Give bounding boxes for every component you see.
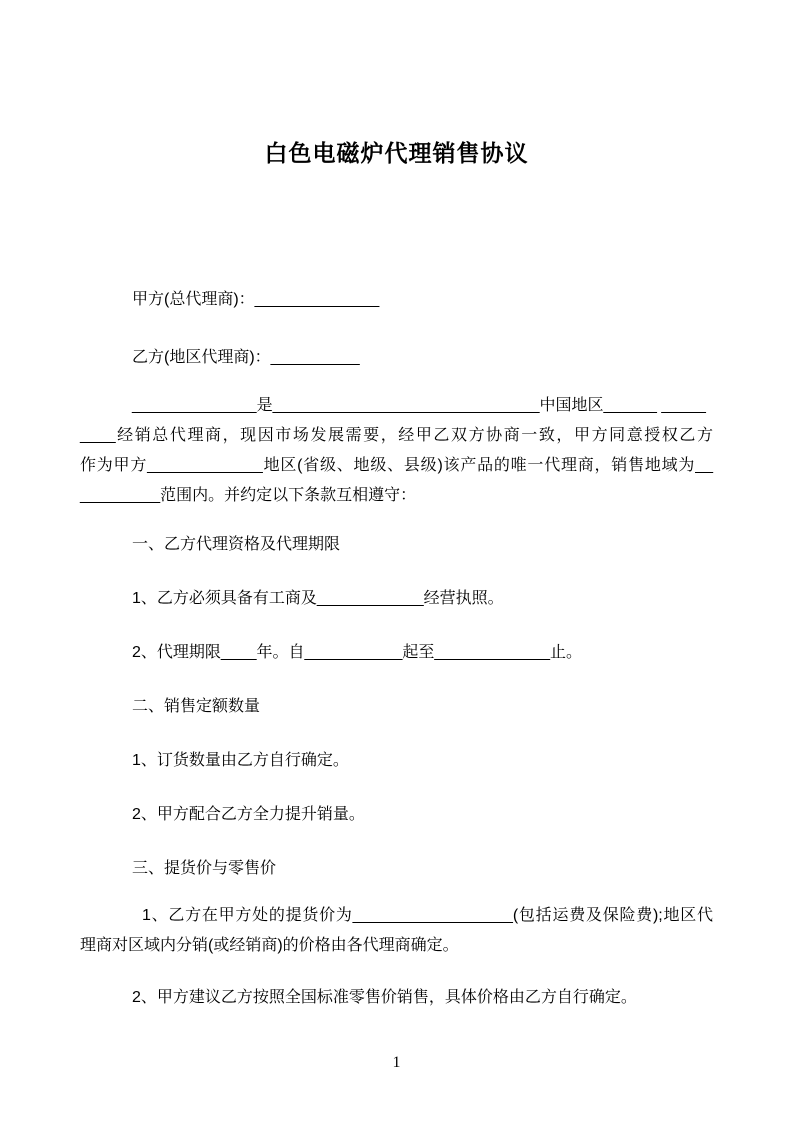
section-2-item-1: 1、订货数量由乙方自行确定。 [132,752,349,769]
section-1-heading: 一、乙方代理资格及代理期限 [132,536,341,553]
document-title: 白色电磁炉代理销售协议 [264,140,529,166]
preamble-line-2: ____经销总代理商，现因市场发展需要，经甲乙双方协商一致，甲方同意授权乙方 [80,427,713,444]
party-a-line: 甲方(总代理商)：______________ [132,291,380,308]
section-3-item-1-line-1: 1、乙方在甲方处的提货价为__________________(包括运费及保险费);地区代 [142,907,713,924]
page-number: 1 [392,1054,401,1071]
preamble-paragraph [80,391,713,511]
section-3-heading: 三、提货价与零售价 [132,860,277,877]
section-1-item-1: 1、乙方必须具备有工商及____________经营执照。 [132,590,504,607]
section-3-item-1 [80,901,713,961]
section-1-item-2: 2、代理期限____年。自___________起至_____________止。 [132,644,583,661]
section-2-item-2: 2、甲方配合乙方全力提升销量。 [132,806,365,823]
preamble-line-1: ______________是______________________________中国地区______ _____ [132,397,706,414]
section-3-item-1-line-2: 理商对区域内分销(或经销商)的价格由各代理商确定。 [80,937,459,954]
preamble-line-4: _________范围内。并约定以下条款互相遵守： [80,487,417,504]
preamble-line-3: 作为甲方_____________地区(省级、地级、县级)该产品的唯一代理商，销售地域为__ [80,457,713,474]
section-2-heading: 二、销售定额数量 [132,698,261,715]
party-b-line: 乙方(地区代理商)：__________ [132,349,360,366]
section-3-item-2: 2、甲方建议乙方按照全国标准零售价销售，具体价格由乙方自行确定。 [132,989,637,1006]
